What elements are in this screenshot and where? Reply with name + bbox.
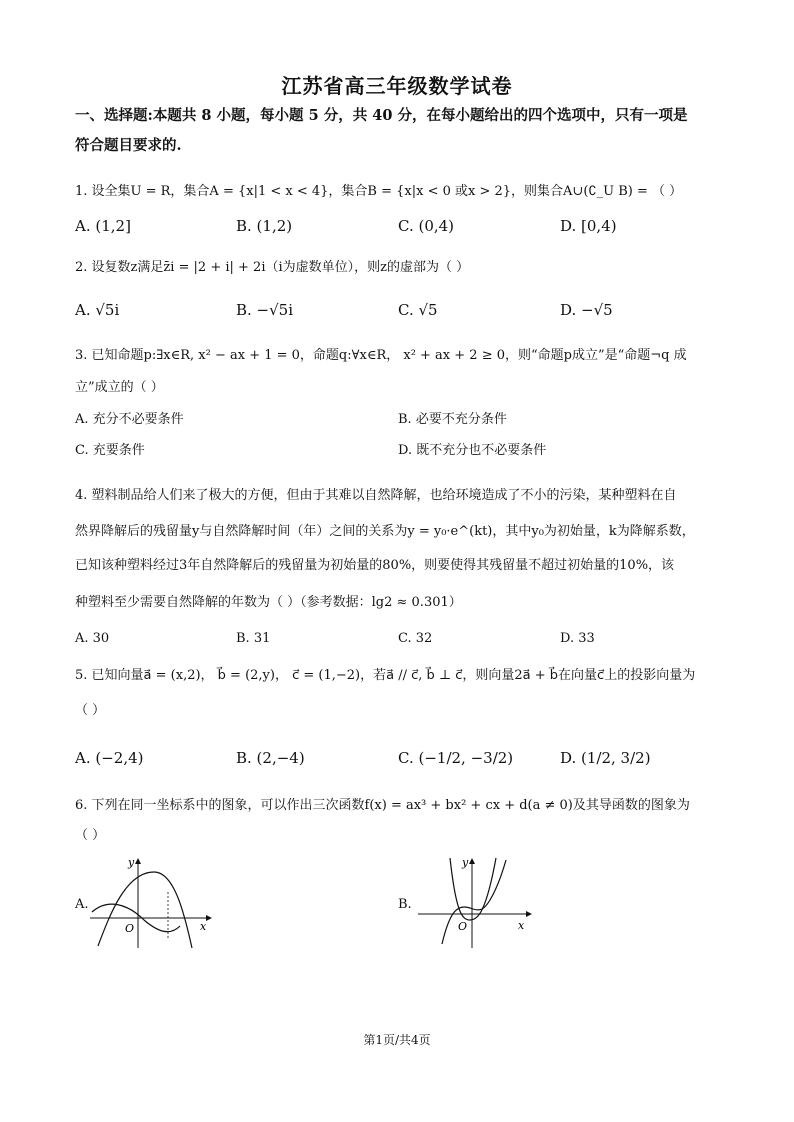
q6-option-a-label: A. <box>75 897 89 912</box>
q4-stem-line4: 种塑料至少需要自然降解的年数为（ ）（参考数据：lg2 ≈ 0.301） <box>75 595 462 610</box>
q5-stem-line2: （ ） <box>75 703 106 718</box>
curve-parabola <box>98 872 192 948</box>
q4-stem-line3: 已知该种塑料经过3年自然降解后的残留量为初始量的80%，则要使得其残留量不超过初始量的10%，该 <box>75 558 675 573</box>
q2-stem: 2. 设复数z满足z̄i = |2 + i| + 2i（i为虚数单位），则z的虚部为（ ） <box>75 260 470 275</box>
q1-option-a: A. (1,2] <box>75 217 131 235</box>
q4-stem-line1: 4. 塑料制品给人们来了极大的方便，但由于其难以自然降解，也给环境造成了不小的污染，某种塑料在自 <box>75 488 677 503</box>
q4-option-d: D. 33 <box>560 631 595 646</box>
q5-stem-line1: 5. 已知向量a⃗ = (x,2)， b⃗ = (2,y)， c⃗ = (1,−2)，若a⃗ // c⃗, b⃗ ⊥ c⃗，则向量2a⃗ + b⃗在向量c⃗上的投影向量为 <box>75 668 696 683</box>
q2-option-a: A. √5i <box>75 301 120 319</box>
q4-option-a: A. 30 <box>75 631 110 646</box>
y-axis-arrow <box>469 858 475 864</box>
origin-label: O <box>458 920 468 933</box>
q2-option-b: B. −√5i <box>236 301 294 319</box>
x-axis-arrow <box>526 911 532 917</box>
q1-option-c: C. (0,4) <box>398 217 455 235</box>
q6-option-b-label: B. <box>398 897 412 912</box>
q3-option-d: D. 既不充分也不必要条件 <box>398 443 547 458</box>
q1-option-b: B. (1,2) <box>236 217 293 235</box>
page-footer: 第1页/共4页 <box>363 1033 431 1047</box>
x-axis-arrow <box>206 915 212 921</box>
q6-stem-line1: 6. 下列在同一坐标系中的图象，可以作出三次函数f(x) = ax³ + bx² + cx + d(a ≠ 0)及其导函数的图象为 <box>75 798 690 813</box>
q3-stem-line2: 立”成立的（ ） <box>75 380 164 395</box>
x-axis-label: x <box>200 920 207 933</box>
q6-stem-line2: （ ） <box>75 828 106 843</box>
y-axis-label: y <box>462 856 469 869</box>
q4-stem-line2: 然界降解后的残留量y与自然降解时间（年）之间的关系为y = y₀·e^(kt)，其中y₀为初始量，k为降解系数， <box>75 524 695 539</box>
q2-option-d: D. −√5 <box>560 301 613 319</box>
q4-option-b: B. 31 <box>236 631 271 646</box>
q1-option-d: D. [0,4) <box>560 217 617 235</box>
section-heading-line1: 一、选择题:本题共 8 小题，每小题 5 分，共 40 分，在每小题给出的四个选项中，只有一项是 <box>75 107 688 124</box>
q6-option-b-graph <box>414 852 544 952</box>
y-axis-arrow <box>135 858 141 864</box>
q4-option-c: C. 32 <box>398 631 433 646</box>
q5-option-d: D. (1/2, 3/2) <box>560 749 651 767</box>
q5-option-a: A. (−2,4) <box>75 749 144 767</box>
curve-parabola <box>450 858 496 920</box>
q1-stem: 1. 设全集U = R，集合A = {x|1 < x < 4}，集合B = {x|x < 0 或x > 2}，则集合A∪(∁_U B) = （ ） <box>75 184 683 199</box>
q3-option-a: A. 充分不必要条件 <box>75 412 184 427</box>
origin-label: O <box>125 922 135 935</box>
y-axis-label: y <box>128 856 135 869</box>
q5-option-c: C. (−1/2, −3/2) <box>398 749 514 767</box>
q3-option-c: C. 充要条件 <box>75 443 145 458</box>
q6-option-a-graph <box>88 852 218 952</box>
q5-option-b: B. (2,−4) <box>236 749 305 767</box>
x-axis-label: x <box>518 919 525 932</box>
q3-stem-line1: 3. 已知命题p:∃x∈R, x² − ax + 1 = 0，命题q:∀x∈R， x² + ax + 2 ≥ 0，则“命题p成立”是“命题¬q 成 <box>75 348 687 363</box>
q3-option-b: B. 必要不充分条件 <box>398 412 507 427</box>
q2-option-c: C. √5 <box>398 301 438 319</box>
page-title: 江苏省高三年级数学试卷 <box>281 74 513 98</box>
section-heading-line2: 符合题目要求的. <box>75 137 182 154</box>
